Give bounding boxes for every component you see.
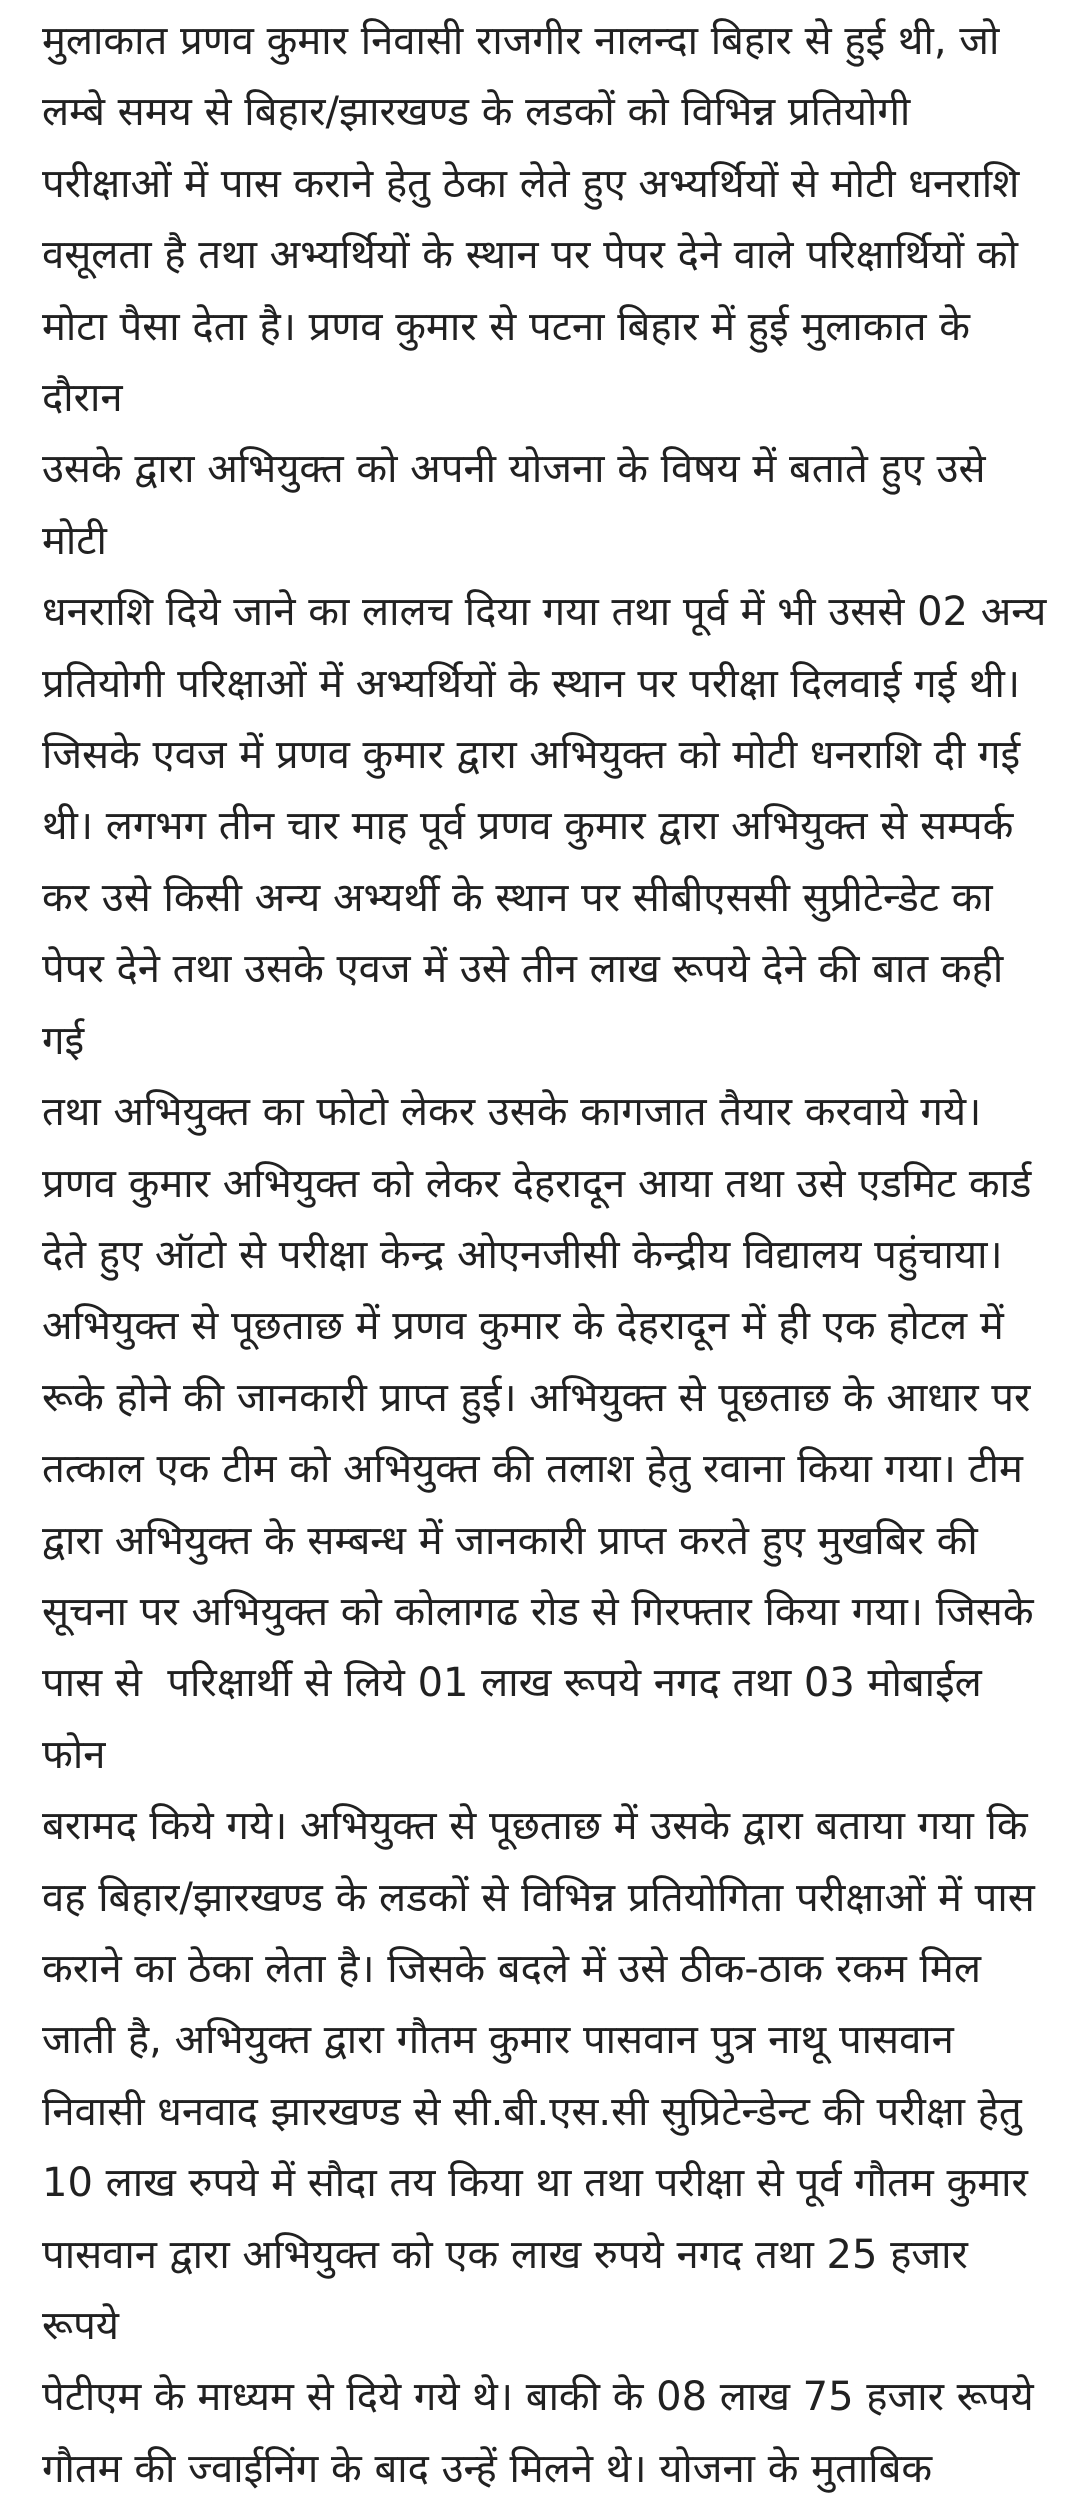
text-line: लम्बे समय से बिहार/झारखण्ड के लडकों को विभिन्न प्रतियोगी (42, 89, 911, 136)
text-line: निवासी धनवाद झारखण्ड से सी.बी.एस.सी सुप्रिटेन्डेन्ट की परीक्षा हेतु (42, 2088, 1022, 2135)
text-line: प्रणव कुमार अभियुक्त को लेकर देहरादून आया तथा उसे एडमिट कार्ड (42, 1160, 1032, 1207)
text-line: गौतम की ज्वाईनिंग के बाद उन्हें मिलने थे। योजना के मुताबिक (42, 2445, 933, 2492)
text-line: रूके होने की जानकारी प्राप्त हुई। अभियुक्त से पूछताछ के आधार पर (42, 1374, 1031, 1421)
text-line: द्वारा अभियुक्त के सम्बन्ध में जानकारी प्राप्त करते हुए मुखबिर की (42, 1517, 978, 1564)
text-line: तत्काल एक टीम को अभियुक्त की तलाश हेतु रवाना किया गया। टीम (42, 1446, 1023, 1493)
text-line: तथा अभियुक्त का फोटो लेकर उसके कागजात तैयार करवाये गये। (42, 1089, 982, 1136)
text-line: देते हुए ऑटो से परीक्षा केन्द्र ओएनजीसी केन्द्रीय विद्यालय पहुंचाया। (42, 1231, 1003, 1278)
text-line: अभियुक्त से पूछताछ में प्रणव कुमार के देहरादून में ही एक होटल में (42, 1303, 1004, 1350)
text-line: 10 लाख रुपये में सौदा तय किया था तथा परीक्षा से पूर्व गौतम कुमार (42, 2160, 1028, 2207)
text-line: थी। लगभग तीन चार माह पूर्व प्रणव कुमार द्वारा अभियुक्त से सम्पर्क (42, 803, 1014, 850)
text-line: पास से परिक्षार्थी से लिये 01 लाख रूपये नगद तथा 03 मोबाईल फोन (42, 1660, 995, 1778)
text-line: धनराशि दिये जाने का लालच दिया गया तथा पूर्व में भी उससे 02 अन्य (42, 589, 1047, 636)
text-line: जिसके एवज में प्रणव कुमार द्वारा अभियुक्त को मोटी धनराशि दी गई (42, 732, 1021, 779)
text-line: परीक्षाओं में पास कराने हेतु ठेका लेते हुए अभ्यर्थियों से मोटी धनराशि (42, 160, 1020, 207)
text-line: बरामद किये गये। अभियुक्त से पूछताछ में उसके द्वारा बताया गया कि (42, 1803, 1028, 1850)
text-line: पासवान द्वारा अभियुक्त को एक लाख रुपये नगद तथा 25 हजार रूपये (42, 2231, 981, 2349)
document-text (42, 6, 1050, 2505)
text-line: मोटा पैसा देता है। प्रणव कुमार से पटना बिहार में हुई मुलाकात के दौरान (42, 303, 983, 422)
text-line: मुलाकात प्रणव कुमार निवासी राजगीर नालन्दा बिहार से हुई थी, जो (42, 18, 1000, 64)
text-line: वसूलता है तथा अभ्यर्थियों के स्थान पर पेपर देने वाले परिक्षार्थियों को (42, 232, 1018, 279)
text-line: जाती है, अभियुक्त द्वारा गौतम कुमार पासवान पुत्र नाथू पासवान (42, 2017, 954, 2064)
text-line: प्रतियोगी परिक्षाओं में अभ्यर्थियों के स्थान पर परीक्षा दिलवाई गई थी। (42, 660, 1021, 707)
text-line: पेटीएम के माध्यम से दिये गये थे। बाकी के 08 लाख 75 हजार रूपये (42, 2374, 1034, 2421)
text-line: पेपर देने तथा उसके एवज में उसे तीन लाख रूपये देने की बात कही गई (42, 946, 1016, 1064)
text-line: सूचना पर अभियुक्त को कोलागढ रोड से गिरफ्तार किया गया। जिसके (42, 1588, 1034, 1635)
text-line: कर उसे किसी अन्य अभ्यर्थी के स्थान पर सीबीएससी सुप्रीटेन्डेट का (42, 874, 993, 921)
text-line: उसके द्वारा अभियुक्त को अपनी योजना के विषय में बताते हुए उसे मोटी (42, 446, 999, 564)
text-line: वह बिहार/झारखण्ड के लडकों से विभिन्न प्रतियोगिता परीक्षाओं में पास (42, 1874, 1035, 1921)
text-line: कराने का ठेका लेता है। जिसके बदले में उसे ठीक-ठाक रकम मिल (42, 1945, 981, 1992)
